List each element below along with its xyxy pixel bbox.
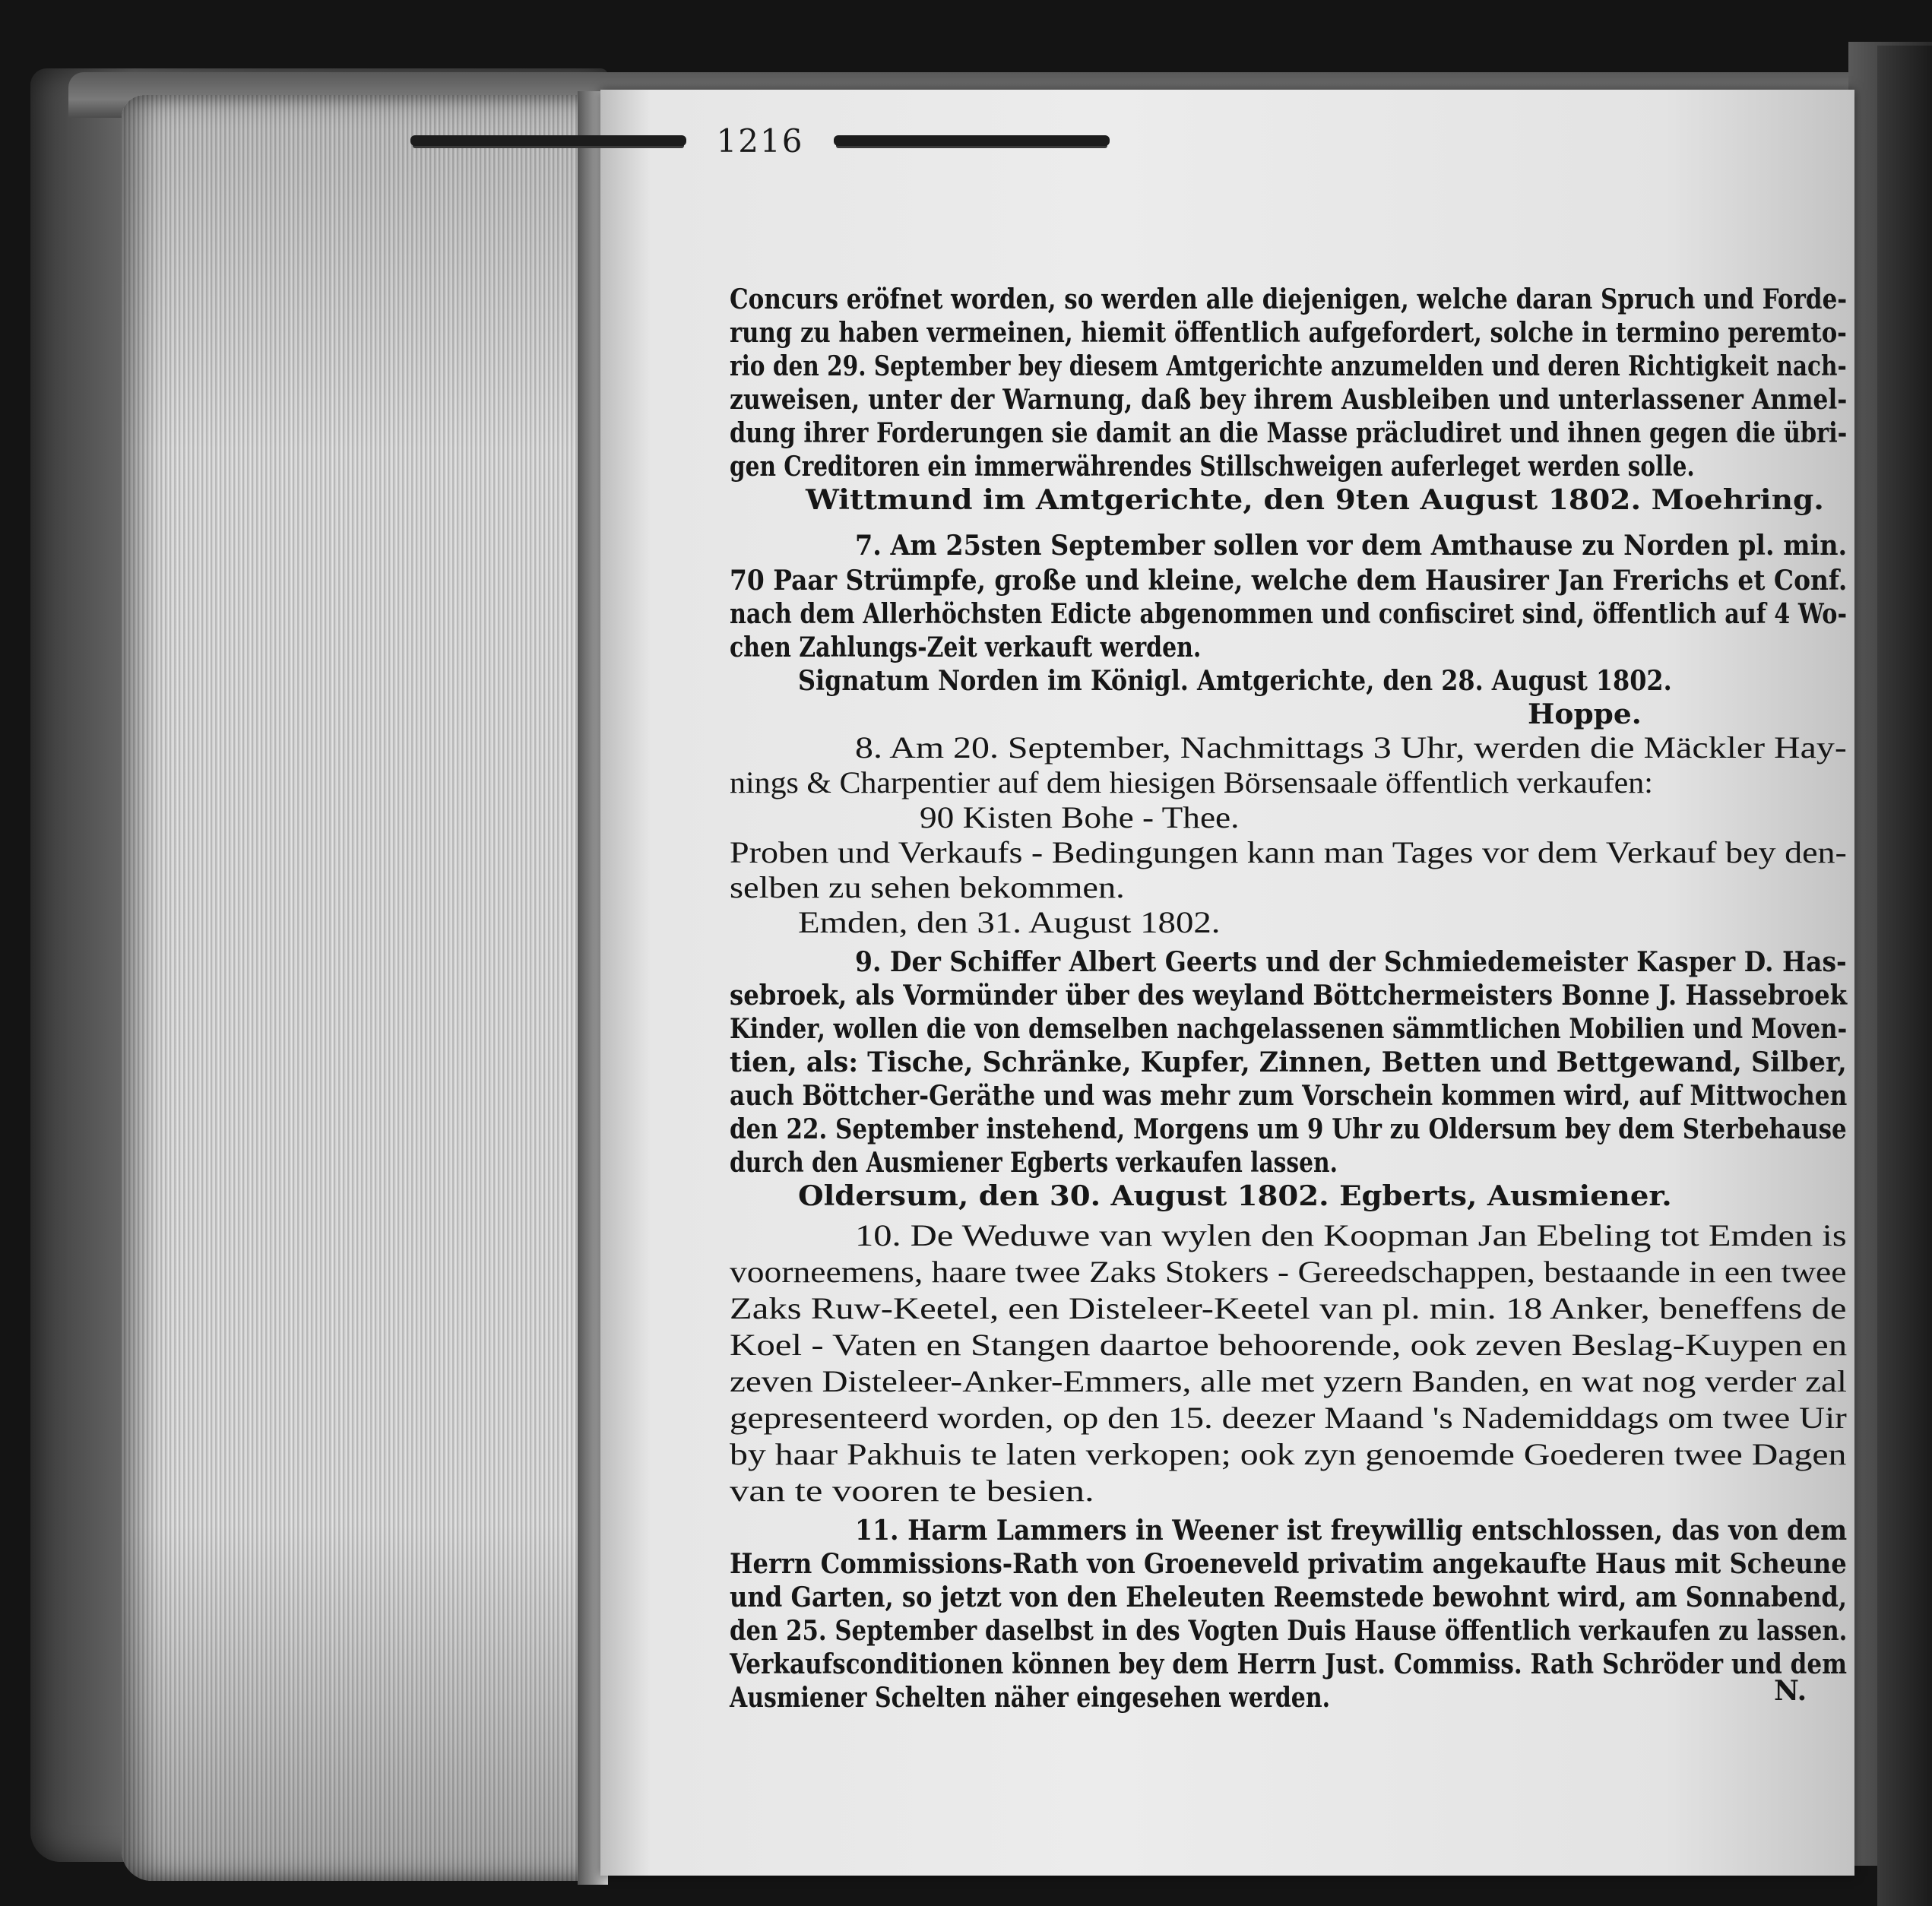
text-line: Zaks Ruw-Keetel, een Disteleer-Keetel van pl. min. 18 Anker, beneffens de: [730, 1291, 1847, 1325]
text-line: voorneemens, haare twee Zaks Stokers - Gereedschappen, bestaande in een twee: [730, 1255, 1847, 1289]
text-line: nings & Charpentier auf dem hiesigen Börsensaale öffentlich verkaufen:: [730, 765, 1653, 799]
text-line: Verkaufsconditionen können bey dem Herrn Just. Commiss. Rath Schröder und dem: [730, 1648, 1848, 1680]
text-line: sebroek, als Vormünder über des weyland Böttchermeisters Bonne J. Hassebroek: [730, 980, 1848, 1012]
text-line: selben zu sehen bekommen.: [730, 870, 1125, 904]
notice-10-line: 10. De Weduwe van wylen den Koopman Jan Ebeling tot Emden is: [855, 1218, 1847, 1252]
text-line: durch den Ausmiener Egberts verkaufen lassen.: [730, 1147, 1338, 1179]
text-line: dung ihrer Forderungen sie damit an die Masse präcludiret und ihnen gegen die übri-: [730, 417, 1848, 449]
header-rule-left: [410, 135, 686, 146]
text-line: gen Creditoren ein immerwährendes Stillschweigen auferleget werden solle.: [730, 451, 1695, 483]
page-number: 1216: [716, 122, 804, 160]
text-line: gepresenteerd worden, op den 15. deezer Maand 's Nademiddags om twee Uir: [730, 1401, 1847, 1435]
signature-line: Oldersum, den 30. August 1802. Egberts, Ausmiener.: [798, 1180, 1672, 1212]
notice-11-line: 11. Harm Lammers in Weener ist freywillig entschlossen, das von dem: [855, 1515, 1848, 1547]
signature-line: Wittmund im Amtgerichte, den 9ten August 1802. Moehring.: [806, 484, 1824, 516]
catchword: N.: [1774, 1675, 1807, 1707]
notice-9-line: 9. Der Schiffer Albert Geerts und der Schmiedemeister Kasper D. Has-: [855, 946, 1847, 978]
right-shadow-strip: [1877, 46, 1932, 1906]
text-line: den 22. September instehend, Morgens um 9 Uhr zu Oldersum bey dem Sterbehause: [730, 1113, 1847, 1145]
text-line: Proben und Verkaufs - Bedingungen kann man Tages vor dem Verkauf bey den-: [730, 835, 1847, 869]
signature-line: Emden, den 31. August 1802.: [798, 905, 1221, 939]
text-line: den 25. September daselbst in des Vogten Duis Hause öffentlich verkaufen zu lassen.: [730, 1615, 1848, 1647]
notice-7-line: 7. Am 25sten September sollen vor dem Amthause zu Norden pl. min.: [855, 530, 1848, 562]
text-line: auch Böttcher-Geräthe und was mehr zum Vorschein kommen wird, auf Mittwochen: [730, 1080, 1848, 1112]
text-line: 90 Kisten Bohe - Thee.: [920, 800, 1240, 834]
text-line: Ausmiener Schelten näher eingesehen werden.: [730, 1682, 1331, 1714]
text-line: van te vooren te besien.: [730, 1474, 1094, 1508]
text-line: nach dem Allerhöchsten Edicte abgenommen und confisciret sind, öffentlich auf 4 Wo-: [730, 598, 1847, 630]
text-line: zeven Disteleer-Anker-Emmers, alle met yzern Banden, en wat nog verder zal: [730, 1364, 1847, 1398]
text-line: Herrn Commissions-Rath von Groeneveld privatim angekaufte Haus mit Scheune: [730, 1548, 1847, 1580]
text-line: 70 Paar Strümpfe, große und kleine, welche dem Hausirer Jan Frerichs et Conf.: [730, 565, 1848, 597]
text-line: und Garten, so jetzt von den Eheleuten Reemstede bewohnt wird, am Sonnabend,: [730, 1581, 1848, 1613]
text-line: rung zu haben vermeinen, hiemit öffentlich aufgefordert, solche in termino peremto-: [730, 317, 1847, 349]
signature-line: Signatum Norden im Königl. Amtgerichte, den 28. August 1802.: [798, 665, 1672, 697]
text-line: zuweisen, unter der Warnung, daß bey ihrem Ausbleiben und unterlassener Anmel-: [730, 384, 1848, 416]
text-line: by haar Pakhuis te laten verkopen; ook zyn genoemde Goederen twee Dagen: [730, 1437, 1847, 1471]
text-line: rio den 29. September bey diesem Amtgerichte anzumelden und deren Richtigkeit nach-: [730, 350, 1847, 382]
text-line: Concurs eröfnet worden, so werden alle diejenigen, welche daran Spruch und Forde-: [730, 283, 1848, 315]
text-line: Koel - Vaten en Stangen daartoe behoorende, ook zeven Beslag-Kuypen en: [730, 1328, 1848, 1362]
page-block-shadow: [122, 95, 600, 1881]
text-line: chen Zahlungs-Zeit verkauft werden.: [730, 632, 1202, 663]
text-line: Kinder, wollen die von demselben nachgelassenen sämmtlichen Mobilien und Moven-: [730, 1013, 1848, 1045]
header-rule-right: [834, 135, 1110, 146]
signature-name: Hoppe.: [1528, 698, 1642, 730]
text-line: tien, als: Tische, Schränke, Kupfer, Zinnen, Betten und Bettgewand, Silber,: [730, 1046, 1847, 1078]
page-header: [410, 114, 1110, 167]
notice-8-line: 8. Am 20. September, Nachmittags 3 Uhr, werden die Mäckler Hay-: [855, 730, 1847, 765]
